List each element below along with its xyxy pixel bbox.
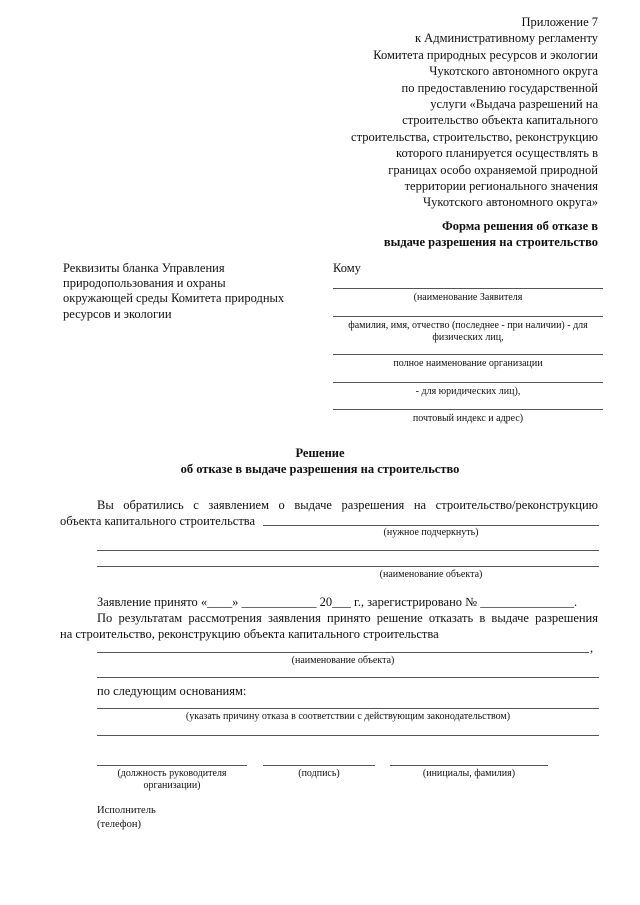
appendix-line: Чукотского автономного округа xyxy=(429,64,598,79)
recipient-line-3[interactable] xyxy=(333,354,603,355)
appendix-header xyxy=(238,14,598,211)
caption-applicant: (наименование Заявителя xyxy=(413,292,523,303)
recipient-label: Кому xyxy=(333,261,361,275)
letterhead-requisites: Реквизиты бланка Управления природопользования и охраны окружающей среды Комитета природных ресурсов и экологии xyxy=(63,261,285,321)
appendix-line: по предоставлению государственной xyxy=(401,80,598,95)
initials-line[interactable] xyxy=(390,765,548,766)
caption-underline: (нужное подчеркнуть) xyxy=(383,527,479,538)
caption-signature: (подпись) xyxy=(298,768,340,779)
caption-initials: (инициалы, фамилия) xyxy=(422,768,516,779)
form-title xyxy=(278,218,598,250)
decision-heading xyxy=(0,445,640,477)
appendix-line: услуги «Выдача разрешений на xyxy=(430,97,598,112)
grounds-label: по следующим основаниям: xyxy=(97,684,247,698)
caption-position: (должность руководителя организации) xyxy=(117,768,227,791)
appendix-line: которого планируется осуществлять в xyxy=(396,146,598,161)
object-line-5[interactable] xyxy=(97,677,599,678)
executor-phone: (телефон) xyxy=(97,819,141,830)
object-line-3[interactable] xyxy=(97,566,599,567)
accepted-line: Заявление принято «____» ____________ 20___ г., зарегистрировано № _______________. xyxy=(97,595,578,609)
recipient-line-5[interactable] xyxy=(333,409,603,410)
result-line-1: По результатам рассмотрения заявления принято решение отказать в выдаче разрешения xyxy=(97,611,598,625)
recipient-line-2[interactable] xyxy=(333,316,603,317)
caption-object: (наименование объекта) xyxy=(379,569,483,580)
object-line-1[interactable] xyxy=(263,525,599,526)
position-line[interactable] xyxy=(97,765,247,766)
applied-line-2: объекта капитального строительства xyxy=(60,514,256,528)
appendix-line: Комитета природных ресурсов и экологии xyxy=(373,47,598,62)
executor-label: Исполнитель xyxy=(97,805,156,816)
reason-line-2[interactable] xyxy=(97,735,599,736)
caption-reason: (указать причину отказа в соответствии с действующим законодательством) xyxy=(185,711,511,722)
form-title-line2: выдаче разрешения на строительство xyxy=(383,235,598,249)
recipient-line-4[interactable] xyxy=(333,382,603,383)
appendix-line: территории регионального значения xyxy=(404,179,598,194)
result-line-2: на строительство, реконструкцию объекта капитального строительства xyxy=(60,627,439,641)
appendix-line: границах особо охраняемой природной xyxy=(388,162,598,177)
decision-title: Решение xyxy=(295,446,345,460)
appendix-line: Чукотского автономного округа» xyxy=(423,195,598,210)
caption-address: почтовый индекс и адрес) xyxy=(412,413,524,424)
signature-line[interactable] xyxy=(263,765,375,766)
comma: , xyxy=(590,641,594,655)
caption-fio: фамилия, имя, отчество (последнее - при наличии) - для физических лиц, xyxy=(348,320,588,343)
object-line-4[interactable] xyxy=(97,652,589,653)
caption-object-2: (наименование объекта) xyxy=(291,655,395,666)
form-title-line1: Форма решения об отказе в xyxy=(441,219,598,233)
recipient-line-1[interactable] xyxy=(333,288,603,289)
reason-line-1[interactable] xyxy=(97,708,599,709)
appendix-line: к Административному регламенту xyxy=(414,31,598,46)
appendix-line: строительства, строительство, реконструкцию xyxy=(351,129,598,144)
appendix-line: Приложение 7 xyxy=(521,15,598,29)
caption-legal: - для юридических лиц), xyxy=(415,386,521,397)
appendix-line: строительство объекта капитального xyxy=(402,113,598,128)
applied-line-1: Вы обратились с заявлением о выдаче разрешения на строительство/реконструкцию xyxy=(97,498,598,512)
decision-subtitle: об отказе в выдаче разрешения на строительство xyxy=(180,462,460,476)
object-line-2[interactable] xyxy=(97,550,599,551)
caption-org: полное наименование организации xyxy=(393,358,543,369)
